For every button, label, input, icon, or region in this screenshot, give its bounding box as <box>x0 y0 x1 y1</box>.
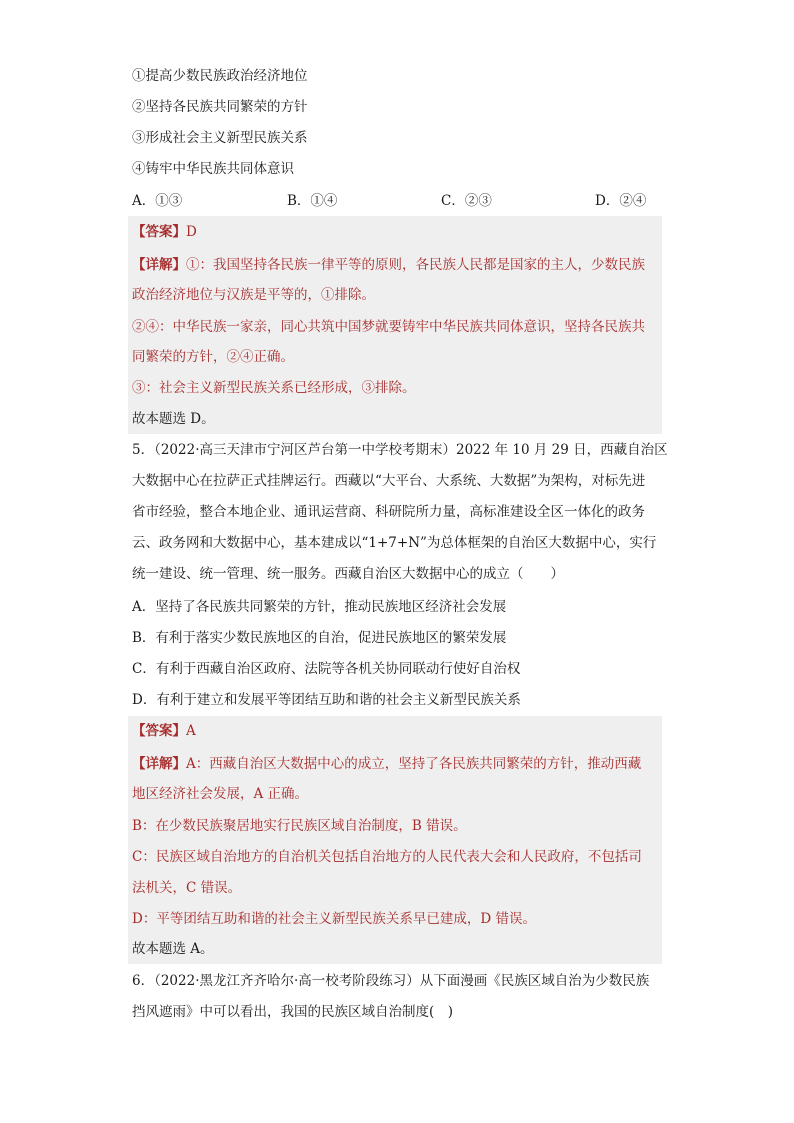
q5-option-b: B．有利于落实少数民族地区的自治，促进民族地区的繁荣发展 <box>132 630 507 646</box>
q5-detail-line-1 <box>132 755 641 773</box>
q4-conclusion: 故本题选 D。 <box>132 411 215 427</box>
q4-option-c: C．②③ <box>441 193 492 209</box>
q5-option-d: D．有利于建立和发展平等团结互助和谐的社会主义新型民族关系 <box>132 692 521 708</box>
q5-conclusion: 故本题选 A。 <box>132 941 214 957</box>
q4-detail-line-2: 政治经济地位与汉族是平等的，①排除。 <box>132 287 375 303</box>
q5-answer-value: A <box>186 723 196 739</box>
q4-answer-value: D <box>186 224 197 240</box>
q5-detail-text-1: A：西藏自治区大数据中心的成立，坚持了各民族共同繁荣的方针，推动西藏 <box>186 756 642 772</box>
q4-detail-text-1: ①：我国坚持各民族一律平等的原则，各民族人民都是国家的主人，少数民族 <box>186 257 645 273</box>
q4-detail-line-1 <box>132 256 645 274</box>
q6-stem-line-1: 6．（2022·黑龙江齐齐哈尔·高一校考阶段练习）从下面漫画《民族区域自治为少数民族 <box>132 973 650 989</box>
q5-detail-line-6: D：平等团结互助和谐的社会主义新型民族关系早已建成，D 错误。 <box>132 911 536 927</box>
q5-detail-line-3: B：在少数民族聚居地实行民族区域自治制度，B 错误。 <box>132 818 467 834</box>
q4-option-b: B．①④ <box>287 193 338 209</box>
q5-detail-label: 【详解】 <box>132 756 186 772</box>
q5-stem-line-5: 统一建设、统一管理、统一服务。西藏自治区大数据中心的成立（ ） <box>132 566 564 582</box>
q5-stem-line-3: 省市经验，整合本地企业、通讯运营商、科研院所力量，高标准建设全区一体化的政务 <box>132 504 645 520</box>
q4-statement-4: ④铸牢中华民族共同体意识 <box>132 161 294 177</box>
q5-detail-line-4: C：民族区域自治地方的自治机关包括自治地方的人民代表大会和人民政府，不包括司 <box>132 849 642 865</box>
q5-answer-label: 【答案】 <box>132 723 186 739</box>
q5-detail-line-5: 法机关，C 错误。 <box>132 880 242 896</box>
q4-option-a: A．①③ <box>132 193 183 209</box>
q5-detail-line-2: 地区经济社会发展，A 正确。 <box>132 786 309 802</box>
q5-option-c: C．有利于西藏自治区政府、法院等各机关协同联动行使好自治权 <box>132 661 521 677</box>
q5-stem-line-1: 5．（2022·高三天津市宁河区芦台第一中学校考期末）2022 年 10 月 29 日，西藏自治区 <box>132 442 668 458</box>
q5-stem-line-4: 云、政务网和大数据中心，基本建成以“1+7+N”为总体框架的自治区大数据中心，实行 <box>132 535 657 551</box>
q4-option-d: D．②④ <box>595 193 647 209</box>
q4-detail-label: 【详解】 <box>132 257 186 273</box>
q4-answer-label: 【答案】 <box>132 224 186 240</box>
q5-answer-line <box>132 722 196 740</box>
q4-detail-line-4: 同繁荣的方针，②④正确。 <box>132 349 294 365</box>
q4-statement-1: ①提高少数民族政治经济地位 <box>132 68 308 84</box>
q5-stem-line-2: 大数据中心在拉萨正式挂牌运行。西藏以“大平台、大系统、大数据”为架构，对标先进 <box>132 473 646 489</box>
q5-option-a: A．坚持了各民族共同繁荣的方针，推动民族地区经济社会发展 <box>132 599 507 615</box>
q4-detail-line-5: ③：社会主义新型民族关系已经形成，③排除。 <box>132 380 416 396</box>
q4-answer-line <box>132 223 197 241</box>
q4-statement-3: ③形成社会主义新型民族关系 <box>132 130 308 146</box>
q4-detail-line-3: ②④：中华民族一家亲，同心共筑中国梦就要铸牢中华民族共同体意识，坚持各民族共 <box>132 319 645 335</box>
q6-stem-line-2: 挡风遮雨》中可以看出，我国的民族区域自治制度( ) <box>132 1004 454 1020</box>
q4-statement-2: ②坚持各民族共同繁荣的方针 <box>132 99 308 115</box>
